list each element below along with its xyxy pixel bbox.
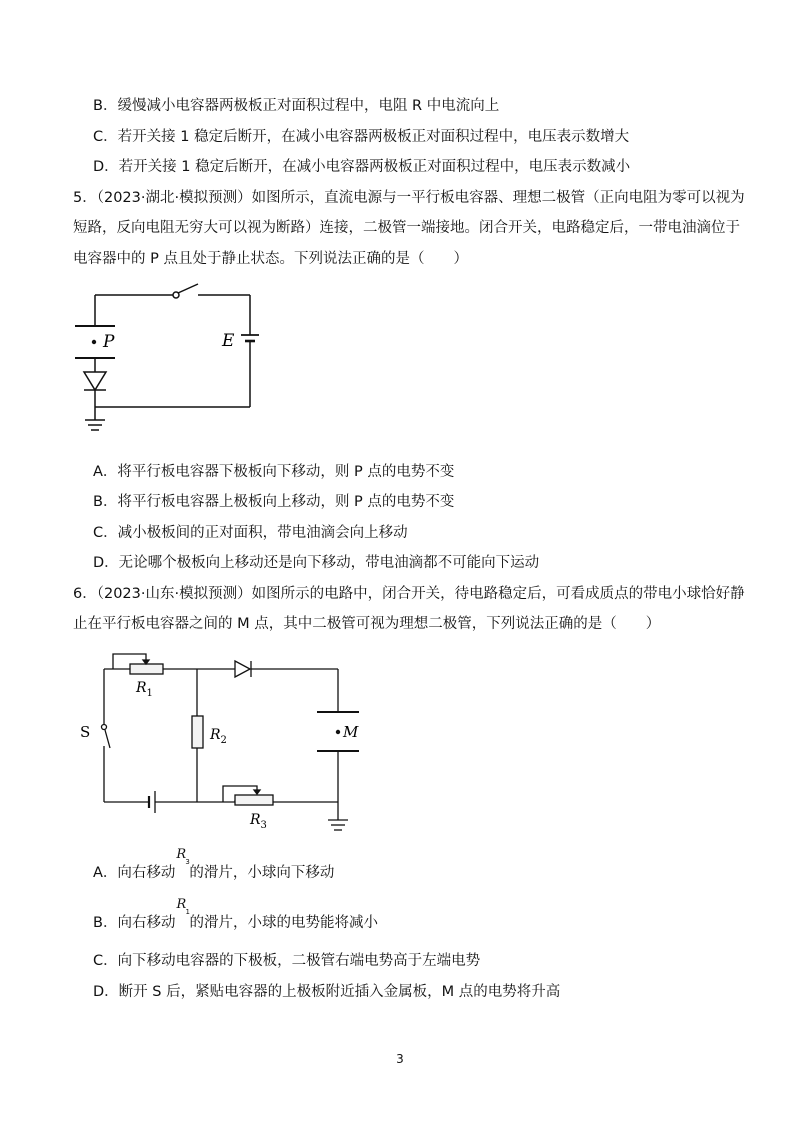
q5-option-c: C．减小极板间的正对面积，带电油滴会向上移动 xyxy=(93,525,408,541)
point-m-label: M xyxy=(343,723,359,741)
svg-text:R3 xyxy=(249,812,267,831)
r2-subscript: 2 xyxy=(220,735,227,746)
q6-option-b xyxy=(93,897,378,933)
page-number: 3 xyxy=(396,1052,404,1066)
question-6-line-2: 止在平行板电容器之间的 M 点，其中二极管可视为理想二极管，下列说法正确的是（ ） xyxy=(73,616,661,632)
question-6-circuit-diagram xyxy=(70,645,370,835)
q6-option-a-prefix: A．向右移动 xyxy=(93,865,176,881)
question-6-line-1: 6．（2023·山东·模拟预测）如图所示的电路中，闭合开关，待电路稳定后，可看成质点的带电小球恰好静 xyxy=(73,586,745,602)
r3-label: R xyxy=(250,812,261,828)
q6-option-a-subscript: 3 xyxy=(185,858,190,866)
question-5-line-2: 短路，反向电阻无穷大可以视为断路）连接，二极管一端接地。闭合开关，电路稳定后，一带电油滴位于 xyxy=(73,220,740,236)
r3-subscript: 3 xyxy=(260,820,267,831)
q6-option-b-symbol: R xyxy=(176,897,187,912)
q5-option-b: B．将平行板电容器上极板向上移动，则 P 点的电势不变 xyxy=(93,494,455,510)
q5-option-d: D．无论哪个极板向上移动还是向下移动，带电油滴都不可能向下运动 xyxy=(93,555,540,571)
q6-option-c: C．向下移动电容器的下极板，二极管右端电势高于左端电势 xyxy=(93,953,481,969)
option-c-prev: C．若开关接 1 稳定后断开，在减小电容器两极板正对面积过程中，电压表示数增大 xyxy=(93,129,630,145)
svg-text:R1 xyxy=(135,680,153,699)
r1-subscript: 1 xyxy=(146,688,153,699)
q6-option-b-subscript: 1 xyxy=(185,908,190,916)
r1-label: R xyxy=(136,680,147,696)
r2-label: R xyxy=(210,727,221,743)
question-5-circuit-diagram xyxy=(70,280,270,450)
q6-option-b-suffix: 的滑片，小球的电势能将减小 xyxy=(189,915,378,931)
point-p-label: P xyxy=(103,332,115,352)
q6-option-d: D．断开 S 后，紧贴电容器的上极板附近插入金属板，M 点的电势将升高 xyxy=(93,984,561,1000)
option-d-prev: D．若开关接 1 稳定后断开，在减小电容器两极板正对面积过程中，电压表示数减小 xyxy=(93,159,631,175)
q6-option-b-prefix: B．向右移动 xyxy=(93,915,176,931)
q6-option-a xyxy=(93,847,335,883)
question-5-line-3: 电容器中的 P 点且处于静止状态。下列说法正确的是（ ） xyxy=(73,251,468,267)
svg-text:R2 xyxy=(209,727,227,746)
q5-option-a: A．将平行板电容器下极板向下移动，则 P 点的电势不变 xyxy=(93,464,455,480)
switch-s-label: S xyxy=(80,723,91,741)
q6-option-a-suffix: 的滑片，小球向下移动 xyxy=(189,865,335,881)
q6-option-a-symbol: R xyxy=(176,847,187,862)
question-5-line-1: 5．（2023·湖北·模拟预测）如图所示，直流电源与一平行板电容器、理想二极管（正向电阻为零可以视为 xyxy=(73,190,745,206)
source-e-label: E xyxy=(222,331,235,351)
option-b-prev: B．缓慢减小电容器两极板正对面积过程中，电阻 R 中电流向上 xyxy=(93,98,500,114)
